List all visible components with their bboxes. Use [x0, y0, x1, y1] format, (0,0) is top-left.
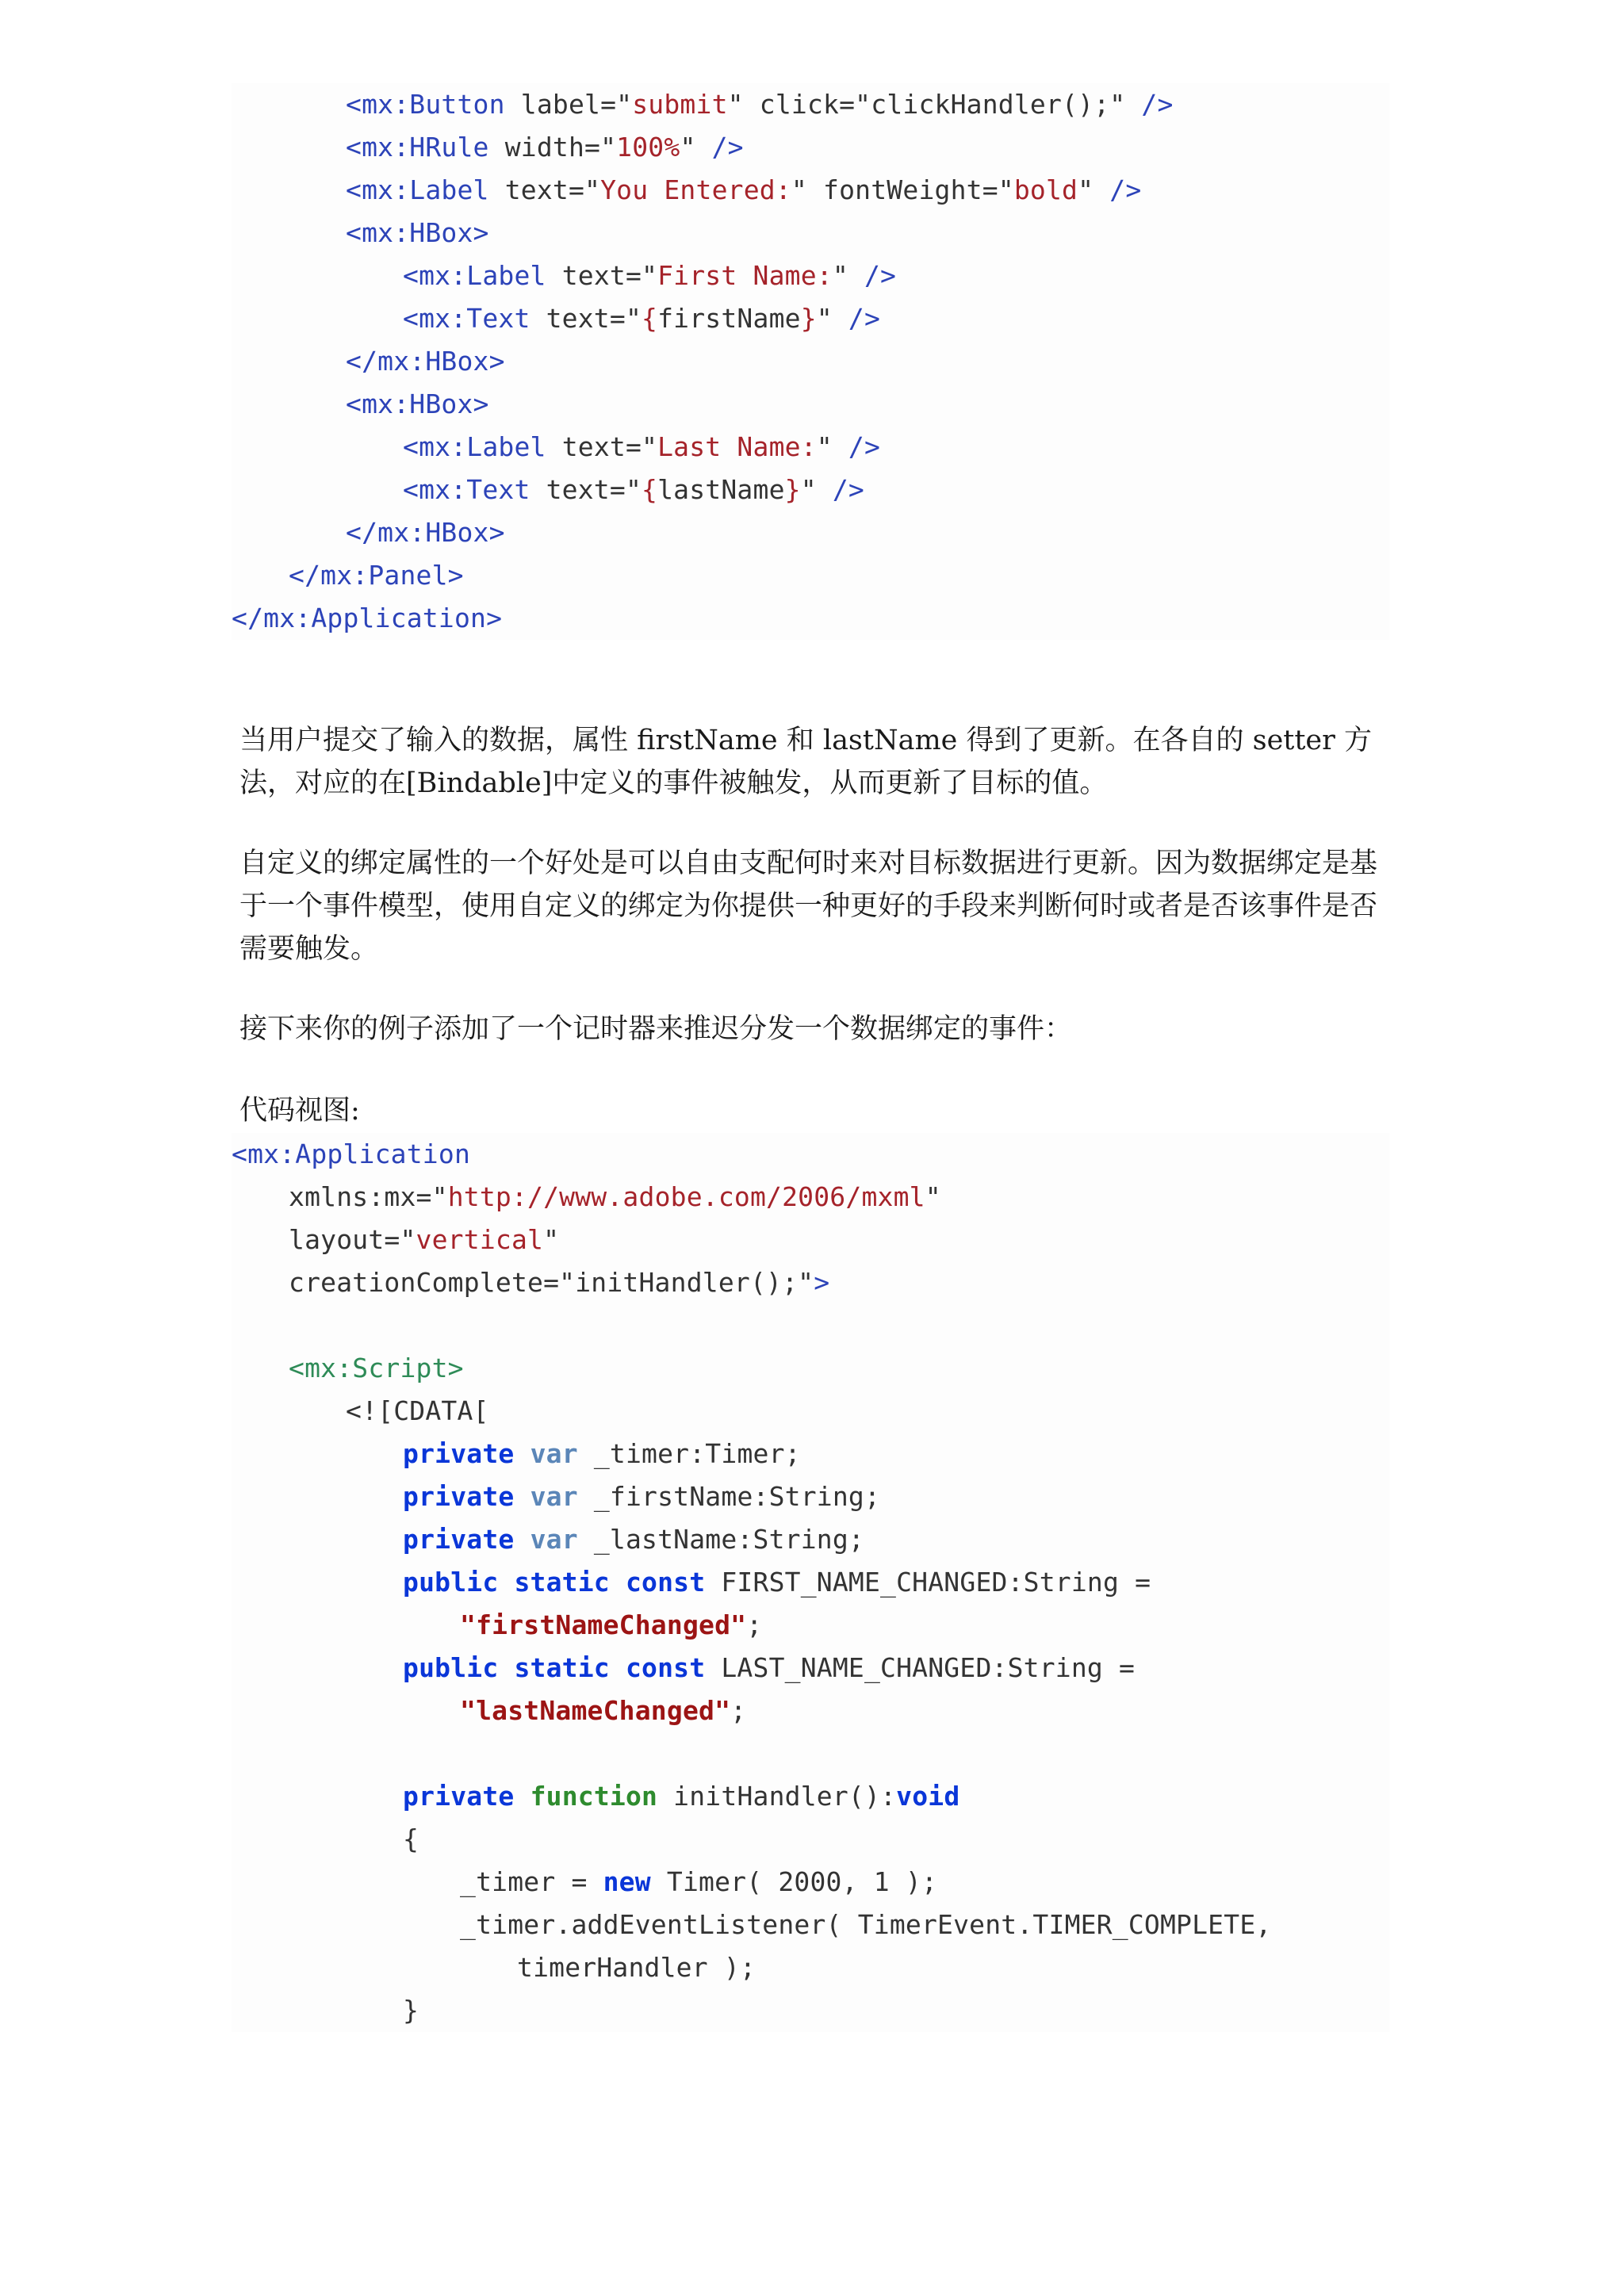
code-line [346, 1390, 489, 1433]
code-token: 100% [616, 132, 680, 163]
code-token: ; [746, 1609, 763, 1640]
code-token: /> [1109, 174, 1142, 205]
code-token: } [800, 303, 817, 334]
code-token: FIRST_NAME_CHANGED:String = [705, 1567, 1151, 1598]
code-token: First Name: [657, 260, 833, 291]
code-token: var [530, 1481, 578, 1512]
code-token: </mx:HBox> [346, 517, 505, 548]
code-token: _firstName:String; [577, 1481, 881, 1512]
code-token: <mx:Button [346, 89, 521, 120]
code-token: _timer:Timer; [577, 1438, 801, 1469]
code-line [403, 1989, 419, 2032]
code-line [346, 169, 1141, 212]
code-token: <mx:Text [403, 474, 546, 505]
code-line [403, 297, 880, 340]
code-token: layout=" [289, 1224, 416, 1255]
code-line [289, 554, 464, 597]
code-token: { [642, 474, 658, 505]
code-token: _timer.addEventListener( TimerEvent.TIMER_COMPLETE, [460, 1909, 1272, 1940]
code-token: timerHandler ); [517, 1952, 756, 1983]
code-line [403, 1818, 419, 1861]
code-token: <mx:Text [403, 303, 546, 334]
code-token: " click="clickHandler();" [727, 89, 1142, 120]
code-token: function [530, 1781, 658, 1812]
code-token: /> [848, 303, 881, 334]
code-token: text=" [546, 303, 642, 334]
paragraph-binding-update: 当用户提交了输入的数据，属性 firstName 和 lastName 得到了更新。在各自的 setter 方法，对应的在[Bindable]中定义的事件被触发，从而更新了目标的值。 [239, 725, 1372, 799]
code-token: " [680, 132, 712, 163]
code-token: _timer = [460, 1866, 603, 1897]
code-token: http://www.adobe.com/2006/mxml [447, 1181, 925, 1212]
code-line [346, 511, 505, 554]
code-line [346, 383, 489, 426]
code-token: firstName [657, 303, 801, 334]
code-line [289, 1176, 941, 1219]
code-token: var [530, 1438, 578, 1469]
code-token: <![CDATA[ [346, 1395, 489, 1426]
code-line [403, 1647, 1135, 1689]
code-line [289, 1219, 559, 1261]
code-token: /> [864, 260, 897, 291]
code-token: "lastNameChanged" [460, 1695, 731, 1726]
code-token: width=" [504, 132, 617, 163]
code-token: ; [730, 1695, 747, 1726]
code-line [403, 1775, 959, 1818]
code-token: Last Name: [657, 431, 817, 462]
code-line [517, 1946, 756, 1989]
code-token: "firstNameChanged" [460, 1609, 747, 1640]
code-token: creationComplete="initHandler();" [289, 1267, 814, 1298]
code-token: private [403, 1481, 515, 1512]
code-token: private [403, 1438, 515, 1469]
code-token: } [784, 474, 801, 505]
code-token: <mx:Label [403, 260, 562, 291]
code-token: LAST_NAME_CHANGED:String = [705, 1652, 1136, 1683]
code-token: vertical [416, 1224, 544, 1255]
code-token [514, 1524, 530, 1555]
code-token: " [543, 1224, 560, 1255]
code-token: " fontWeight=" [791, 174, 1014, 205]
code-token: " [1078, 174, 1110, 205]
code-token: <mx:Label [346, 174, 505, 205]
code-token: <mx:Script> [289, 1353, 464, 1383]
code-line [232, 1133, 470, 1176]
code-token: " [832, 260, 864, 291]
code-token: label=" [520, 89, 633, 120]
code-token: <mx:HBox> [346, 217, 489, 248]
code-listing-top [232, 83, 1389, 640]
code-token: You Entered: [600, 174, 791, 205]
code-line [289, 1347, 464, 1390]
code-line [403, 1561, 1151, 1604]
code-token: public static const [403, 1652, 706, 1683]
code-token: submit [632, 89, 728, 120]
code-token: <mx:HBox> [346, 388, 489, 419]
code-token: text=" [546, 474, 642, 505]
paragraph-custom-binding-benefit: 自定义的绑定属性的一个好处是可以自由支配何时来对目标数据进行更新。因为数据绑定是基于一个事件模型，使用自定义的绑定为你提供一种更好的手段来判断何时或者是否该事件是否需要触发。 [239, 848, 1378, 965]
code-line [460, 1904, 1271, 1946]
code-view-heading: 代码视图: [239, 1095, 360, 1127]
code-line [403, 1433, 801, 1475]
code-line [460, 1689, 746, 1732]
code-token: /> [848, 431, 881, 462]
code-token: bold [1013, 174, 1078, 205]
code-token: <mx:Label [403, 431, 562, 462]
code-line [403, 254, 896, 297]
paragraph-timer-intro: 接下来你的例子添加了一个记时器来推迟分发一个数据绑定的事件： [239, 1013, 1073, 1045]
code-token: </mx:HBox> [346, 346, 505, 377]
code-token: </mx:Application> [232, 603, 503, 633]
code-line [403, 426, 880, 469]
code-line [289, 1261, 829, 1304]
code-token: text=" [504, 174, 601, 205]
code-token: " [925, 1181, 941, 1212]
code-token: private [403, 1524, 515, 1555]
code-token: text=" [561, 260, 658, 291]
code-token [514, 1481, 530, 1512]
code-token: <mx:HRule [346, 132, 505, 163]
code-token: public static const [403, 1567, 706, 1598]
code-token: " [816, 303, 848, 334]
code-token: void [896, 1781, 960, 1812]
code-token: Timer( 2000, 1 ); [650, 1866, 938, 1897]
code-line [403, 1518, 864, 1561]
code-line [346, 340, 505, 383]
code-token [514, 1438, 530, 1469]
code-token: lastName [657, 474, 785, 505]
code-token: /> [1141, 89, 1174, 120]
code-token: <mx:Application [232, 1138, 471, 1169]
code-token: var [530, 1524, 578, 1555]
code-token: { [642, 303, 658, 334]
code-token: private [403, 1781, 515, 1812]
code-token: text=" [561, 431, 658, 462]
code-token [514, 1781, 530, 1812]
code-token: " [800, 474, 833, 505]
code-line [346, 212, 489, 254]
code-token: > [814, 1267, 830, 1298]
code-line [232, 597, 502, 640]
code-token: new [603, 1866, 651, 1897]
code-listing-bottom [232, 1133, 1389, 2032]
code-line [346, 126, 744, 169]
code-line [403, 469, 864, 511]
code-token: _lastName:String; [577, 1524, 864, 1555]
code-token: } [403, 1995, 419, 2026]
code-token: xmlns:mx=" [289, 1181, 448, 1212]
code-token: " [816, 431, 848, 462]
code-token: /> [832, 474, 864, 505]
code-token: initHandler(): [657, 1781, 897, 1812]
code-token: </mx:Panel> [289, 560, 464, 591]
code-line [460, 1861, 937, 1904]
code-line [460, 1604, 762, 1647]
code-line [403, 1475, 880, 1518]
code-token: /> [711, 132, 744, 163]
code-token: { [403, 1823, 419, 1854]
code-line [346, 83, 1174, 126]
